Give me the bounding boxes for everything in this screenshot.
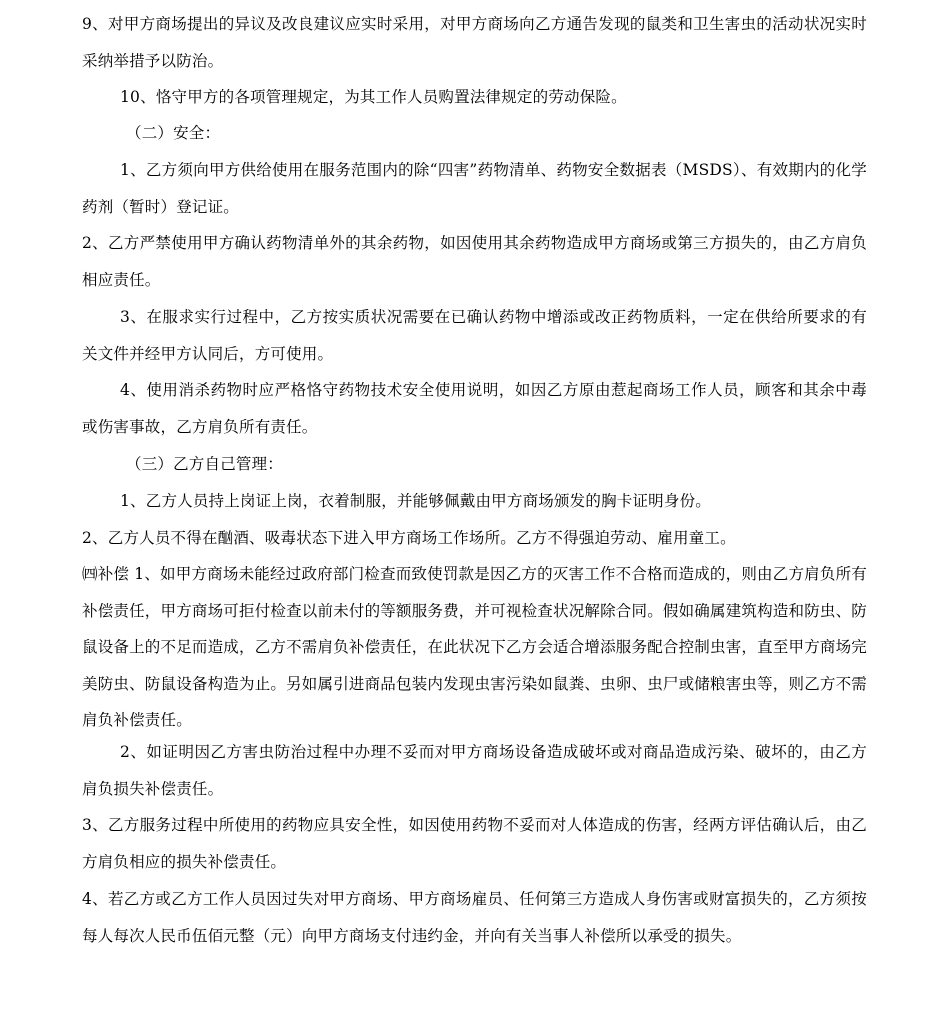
clause-a10: 10、恪守甲方的各项管理规定，为其工作人员购置法律规定的劳动保险。 [120,88,627,106]
section-heading-safety: （二）安全： [126,124,221,142]
clause-b3: 3、在服求实行过程中，乙方按实质状况需要在已确认药物中增添或改正药物质料，一定在供给所要求的有关文件并经甲方认同后，方可使用。 [82,308,867,363]
clause-d1-compensation: ㈣补偿 1、如甲方商场未能经过政府部门检查而致使罚款是因乙方的灭害工作不合格而造成的，则由乙方肩负所有补偿责任，甲方商场可拒付检查以前未付的等额服务费，并可视检查状况解除合同。假如确属建筑构造和防虫、防鼠设备上的不足而造成，乙方不需肩负补偿责任，在此状况下乙方会适合增添服务配合控制虫害，直至甲方商场完美防虫、防鼠设备构造为止。另如属引进商品包装内发现虫害污染如鼠粪、虫卵、虫尸或储粮害虫等，则乙方不需肩负补偿责任。 [82,565,868,730]
clause-b4: 4、使用消杀药物时应严格恪守药物技术安全使用说明，如因乙方原由惹起商场工作人员，顾客和其余中毒或伤害事故，乙方肩负所有责任。 [82,381,867,436]
clause-d4: 4、若乙方或乙方工作人员因过失对甲方商场、甲方商场雇员、任何第三方造成人身伤害或财富损失的，乙方须按每人每次人民币伍佰元整（元）向甲方商场支付违约金，并向有关当事人补偿所以承受的损失。 [82,890,867,945]
clause-b1: 1、乙方须向甲方供给使用在服务范围内的除“四害”药物清单、药物安全数据表（MSDS）、有效期内的化学药剂（暂时）登记证。 [82,161,867,216]
clause-c1: 1、乙方人员持上岗证上岗，衣着制服，并能够佩戴由甲方商场颁发的胸卡证明身份。 [120,492,711,510]
clause-a9: 9、对甲方商场提出的异议及改良建议应实时采用，对甲方商场向乙方通告发现的鼠类和卫生害虫的活动状况实时采纳举措予以防治。 [82,15,867,70]
clause-d2: 2、如证明因乙方害虫防治过程中办理不妥而对甲方商场设备造成破坏或对商品造成污染、破坏的，由乙方肩负损失补偿责任。 [82,743,867,798]
clause-b2: 2、乙方严禁使用甲方确认药物清单外的其余药物，如因使用其余药物造成甲方商场或第三方损失的，由乙方肩负相应责任。 [82,234,867,289]
section-heading-self-management: （三）乙方自己管理： [126,455,284,473]
clause-d3: 3、乙方服务过程中所使用的药物应具安全性，如因使用药物不妥而对人体造成的伤害，经两方评估确认后，由乙方肩负相应的损失补偿责任。 [82,816,867,871]
clause-c2: 2、乙方人员不得在酗酒、吸毒状态下进入甲方商场工作场所。乙方不得强迫劳动、雇用童工。 [82,529,736,547]
